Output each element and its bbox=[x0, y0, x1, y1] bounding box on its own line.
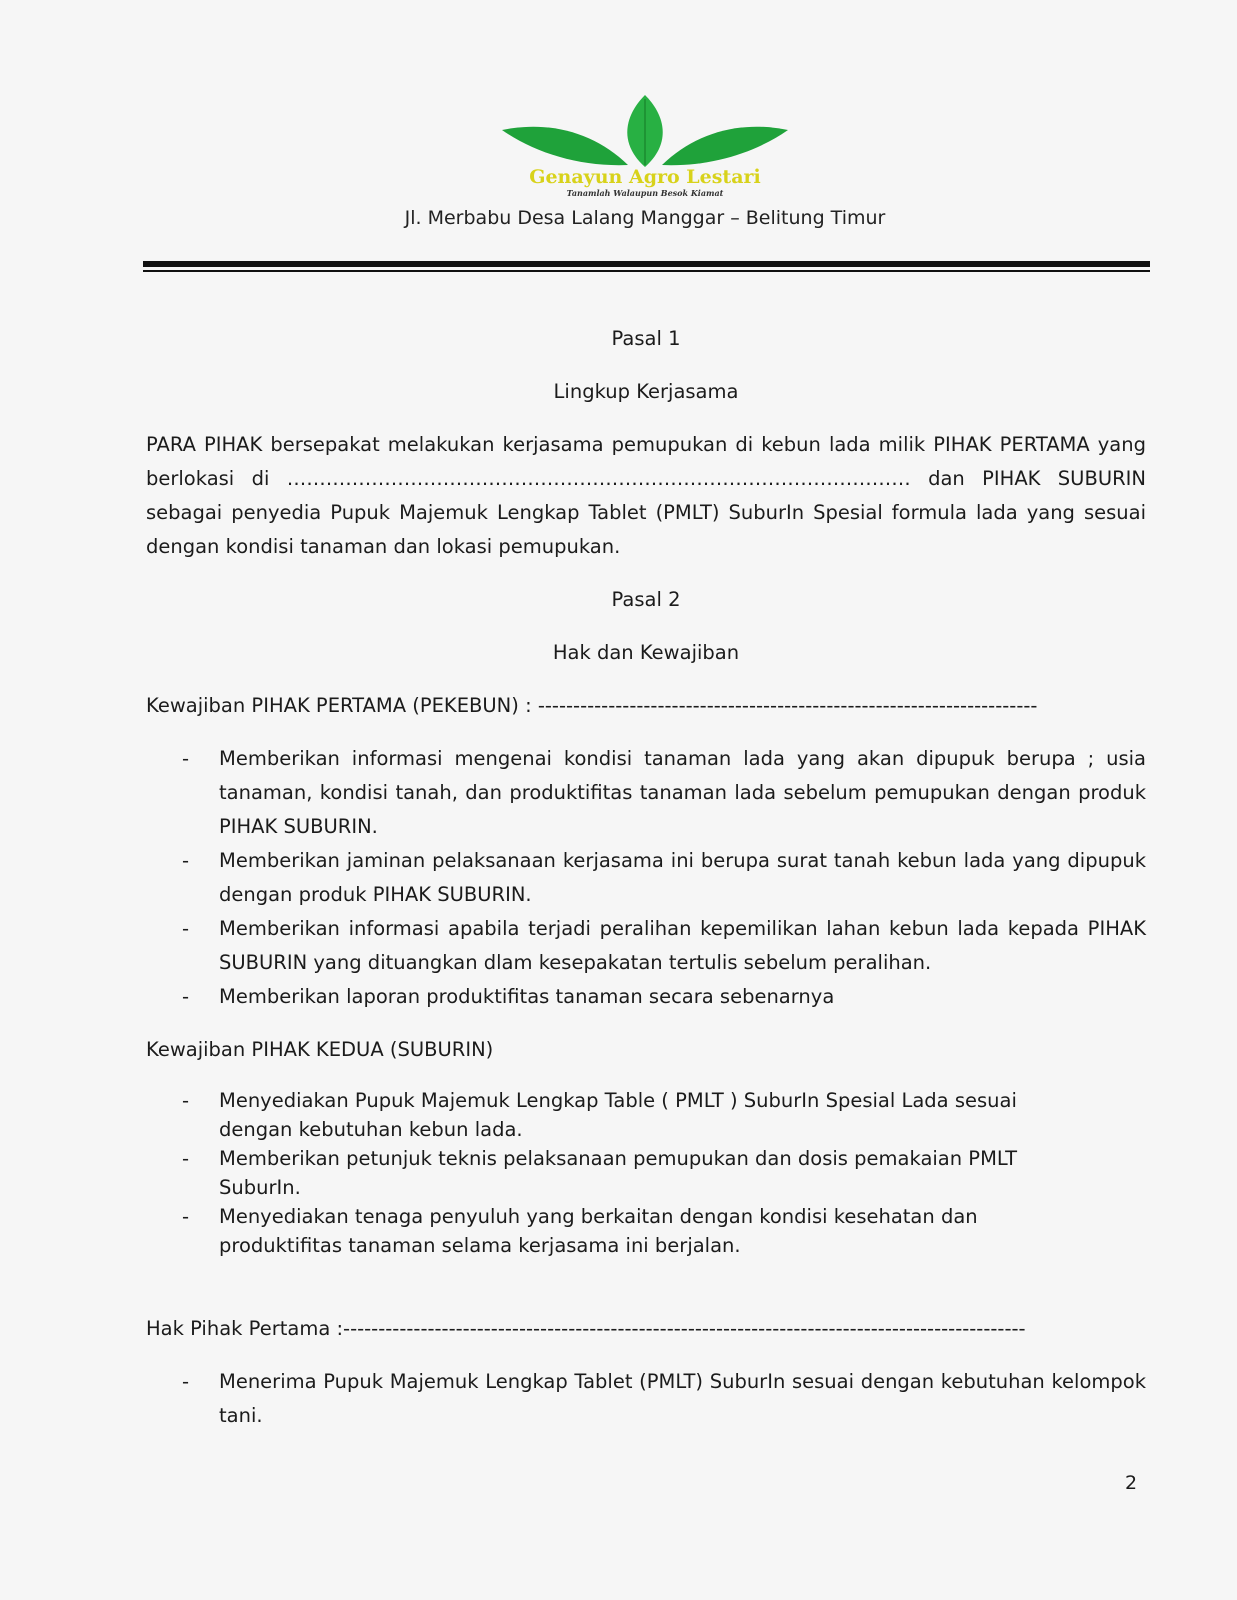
list-bullet: - bbox=[182, 1089, 190, 1112]
pasal-1-title: Lingkup Kerjasama bbox=[553, 380, 739, 403]
list-item: - Menyediakan Pupuk Majemuk Lengkap Table ( PMLT ) SuburIn Spesial Lada sesuai dengan kebutuhan kebun lada. bbox=[146, 1086, 1026, 1144]
list-bullet: - bbox=[182, 747, 190, 770]
pasal-2-heading: Pasal 2 bbox=[611, 588, 681, 611]
header-rule-thick bbox=[143, 261, 1150, 267]
list-item: - Memberikan informasi mengenai kondisi tanaman lada yang akan dipupuk berupa ; usia tanaman, kondisi tanah, dan produktifitas tanaman lada sebelum pemupukan dengan produk PIHAK SUBURIN. bbox=[146, 742, 1146, 844]
list-item: - Memberikan laporan produktifitas tanaman secara sebenarnya bbox=[146, 980, 1146, 1014]
list-item: - Menyediakan tenaga penyuluh yang berkaitan dengan kondisi kesehatan dan produktifitas tanaman selama kerjasama ini berjalan. bbox=[146, 1202, 1026, 1260]
header-rule-thin bbox=[143, 270, 1150, 272]
list-bullet: - bbox=[182, 1370, 190, 1393]
list-item: - Memberikan jaminan pelaksanaan kerjasama ini berupa surat tanah kebun lada yang dipupuk dengan produk PIHAK SUBURIN. bbox=[146, 844, 1146, 912]
pasal-2-title: Hak dan Kewajiban bbox=[552, 641, 740, 664]
hak-pertama-list bbox=[146, 1365, 1146, 1433]
kewajiban-pertama-label: Kewajiban PIHAK PERTAMA (PEKEBUN) : ----------------------------------------------------------------------- bbox=[146, 694, 1038, 717]
company-logo bbox=[500, 95, 790, 205]
company-address: Jl. Merbabu Desa Lalang Manggar – Belitung Timur bbox=[404, 207, 886, 229]
list-bullet: - bbox=[182, 849, 190, 872]
list-bullet: - bbox=[182, 917, 190, 940]
list-bullet: - bbox=[182, 1147, 190, 1170]
page-number: 2 bbox=[1125, 1472, 1138, 1494]
document-body bbox=[146, 322, 1146, 1433]
list-item: - Memberikan petunjuk teknis pelaksanaan pemupukan dan dosis pemakaian PMLT SuburIn. bbox=[146, 1144, 1026, 1202]
list-bullet: - bbox=[182, 1205, 190, 1228]
kewajiban-kedua-label: Kewajiban PIHAK KEDUA (SUBURIN) bbox=[146, 1038, 494, 1061]
kewajiban-pertama-list bbox=[146, 742, 1146, 1014]
logo-tagline: Tanamlah Walaupun Besok Kiamat bbox=[566, 188, 724, 198]
list-bullet: - bbox=[182, 985, 190, 1008]
list-item: - Memberikan informasi apabila terjadi peralihan kepemilikan lahan kebun lada kepada PIHAK SUBURIN yang dituangkan dlam kesepakatan tertulis sebelum peralihan. bbox=[146, 912, 1146, 980]
kewajiban-kedua-list bbox=[146, 1086, 1146, 1260]
list-item: - Menerima Pupuk Majemuk Lengkap Tablet (PMLT) SuburIn sesuai dengan kebutuhan kelompok tani. bbox=[146, 1365, 1146, 1433]
logo-company-name: Genayun Agro Lestari bbox=[529, 166, 761, 188]
pasal-1-paragraph: PARA PIHAK bersepakat melakukan kerjasama pemupukan di kebun lada milik PIHAK PERTAMA yang berlokasi di …………………………………………………………………………………… dan PIHAK SUBURIN sebagai penyedia Pupuk Majemuk Lengkap Tablet (PMLT) SuburIn Spesial formula lada yang sesuai dengan kondisi tanaman dan lokasi pemupukan. bbox=[146, 433, 1146, 558]
pasal-1-heading: Pasal 1 bbox=[611, 327, 681, 350]
hak-pertama-label: Hak Pihak Pertama :------------------------------------------------------------------------------------------------- bbox=[146, 1317, 1026, 1340]
